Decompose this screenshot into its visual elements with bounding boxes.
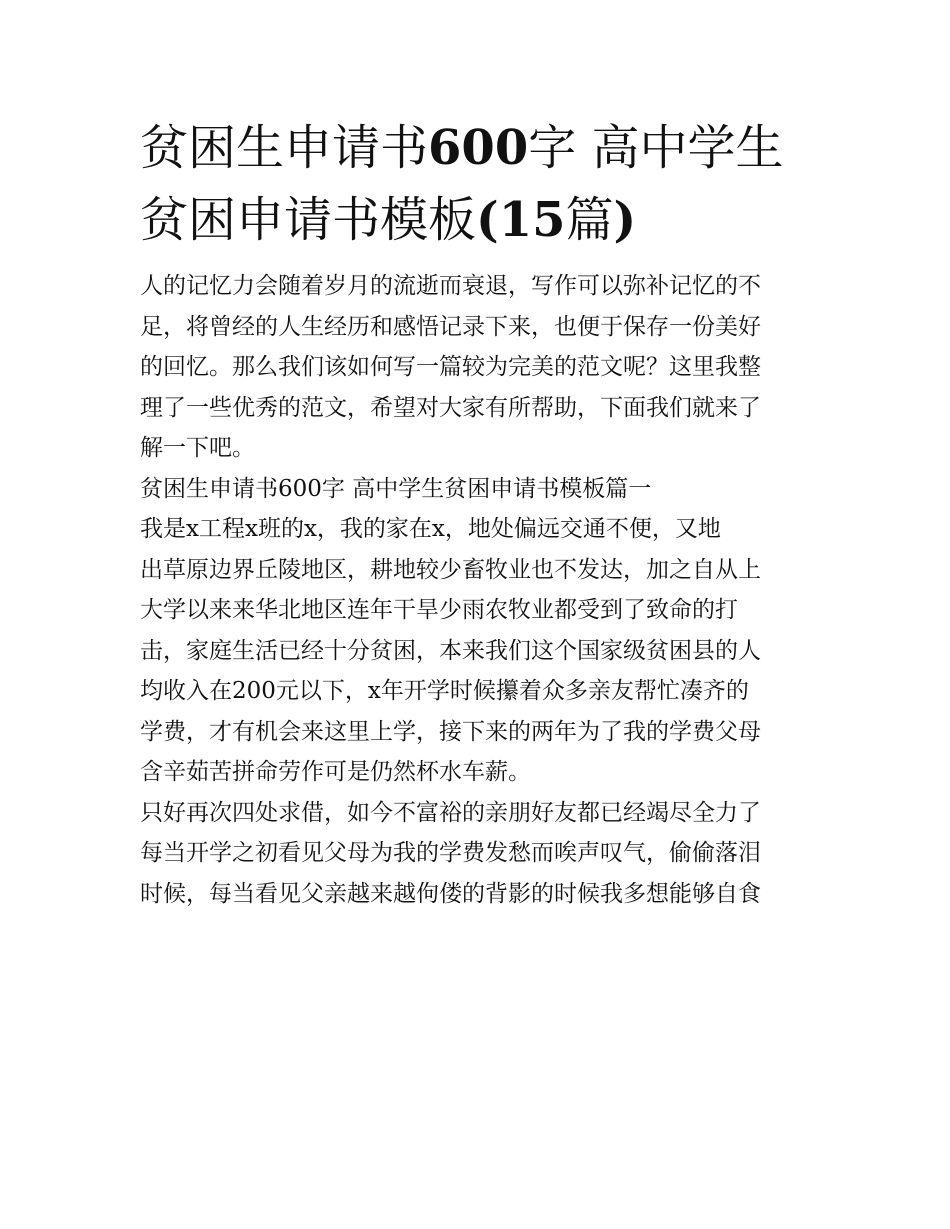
body-line: 时候，每当看见父亲越来越佝偻的背影的时候我多想能够自食 bbox=[140, 880, 761, 907]
intro-line: 解一下吧。 bbox=[140, 435, 255, 461]
body-paragraph-1 bbox=[140, 509, 820, 793]
title-line-2: 贫困申请书模板(15篇) bbox=[140, 192, 637, 248]
section-heading-text: 贫困生申请书600字 高中学生贫困申请书模板篇一 bbox=[140, 475, 652, 502]
body-line: 击，家庭生活已经十分贫困，本来我们这个国家级贫困县的人 bbox=[140, 637, 761, 664]
intro-line: 人的记忆力会随着岁月的流逝而衰退，写作可以弥补记忆的不 bbox=[140, 273, 761, 299]
body-line: 只好再次四处求借，如今不富裕的亲朋好友都已经竭尽全力了 bbox=[140, 799, 761, 826]
title-number-run: 600 bbox=[428, 120, 529, 176]
title-line-1: 贫困生申请书600字 高中学生 bbox=[140, 120, 784, 176]
intro-line: 理了一些优秀的范文，希望对大家有所帮助，下面我们就来了 bbox=[140, 394, 761, 421]
title-number-run: ) bbox=[613, 192, 637, 248]
intro-paragraph bbox=[140, 266, 820, 469]
section-heading bbox=[140, 469, 820, 510]
intro-line: 的回忆。那么我们该如何写一篇较为完美的范文呢？这里我整 bbox=[140, 354, 761, 380]
title-number-run: (15 bbox=[476, 192, 566, 248]
body-line: 出草原边界丘陵地区，耕地较少畜牧业也不发达，加之自从上 bbox=[140, 556, 761, 583]
body-paragraph-2 bbox=[140, 793, 820, 915]
body-line: 每当开学之初看见父母为我的学费发愁而唉声叹气，偷偷落泪 bbox=[140, 840, 761, 866]
intro-line: 足，将曾经的人生经历和感悟记录下来，也便于保存一份美好 bbox=[140, 313, 761, 340]
body-line: 学费，才有机会来这里上学，接下来的两年为了我的学费父母 bbox=[140, 718, 761, 745]
body-line: 我是x工程x班的x，我的家在x，地处偏远交通不便，又地 bbox=[140, 516, 721, 542]
body-line: 大学以来来华北地区连年干旱少雨农牧业都受到了致命的打 bbox=[140, 597, 738, 623]
document-page bbox=[140, 112, 820, 914]
document-title bbox=[140, 112, 820, 256]
body-line: 含辛茹苦拼命劳作可是仍然杯水车薪。 bbox=[140, 759, 531, 785]
body-line: 均收入在200元以下，x年开学时候攥着众多亲友帮忙凑齐的 bbox=[140, 678, 749, 704]
